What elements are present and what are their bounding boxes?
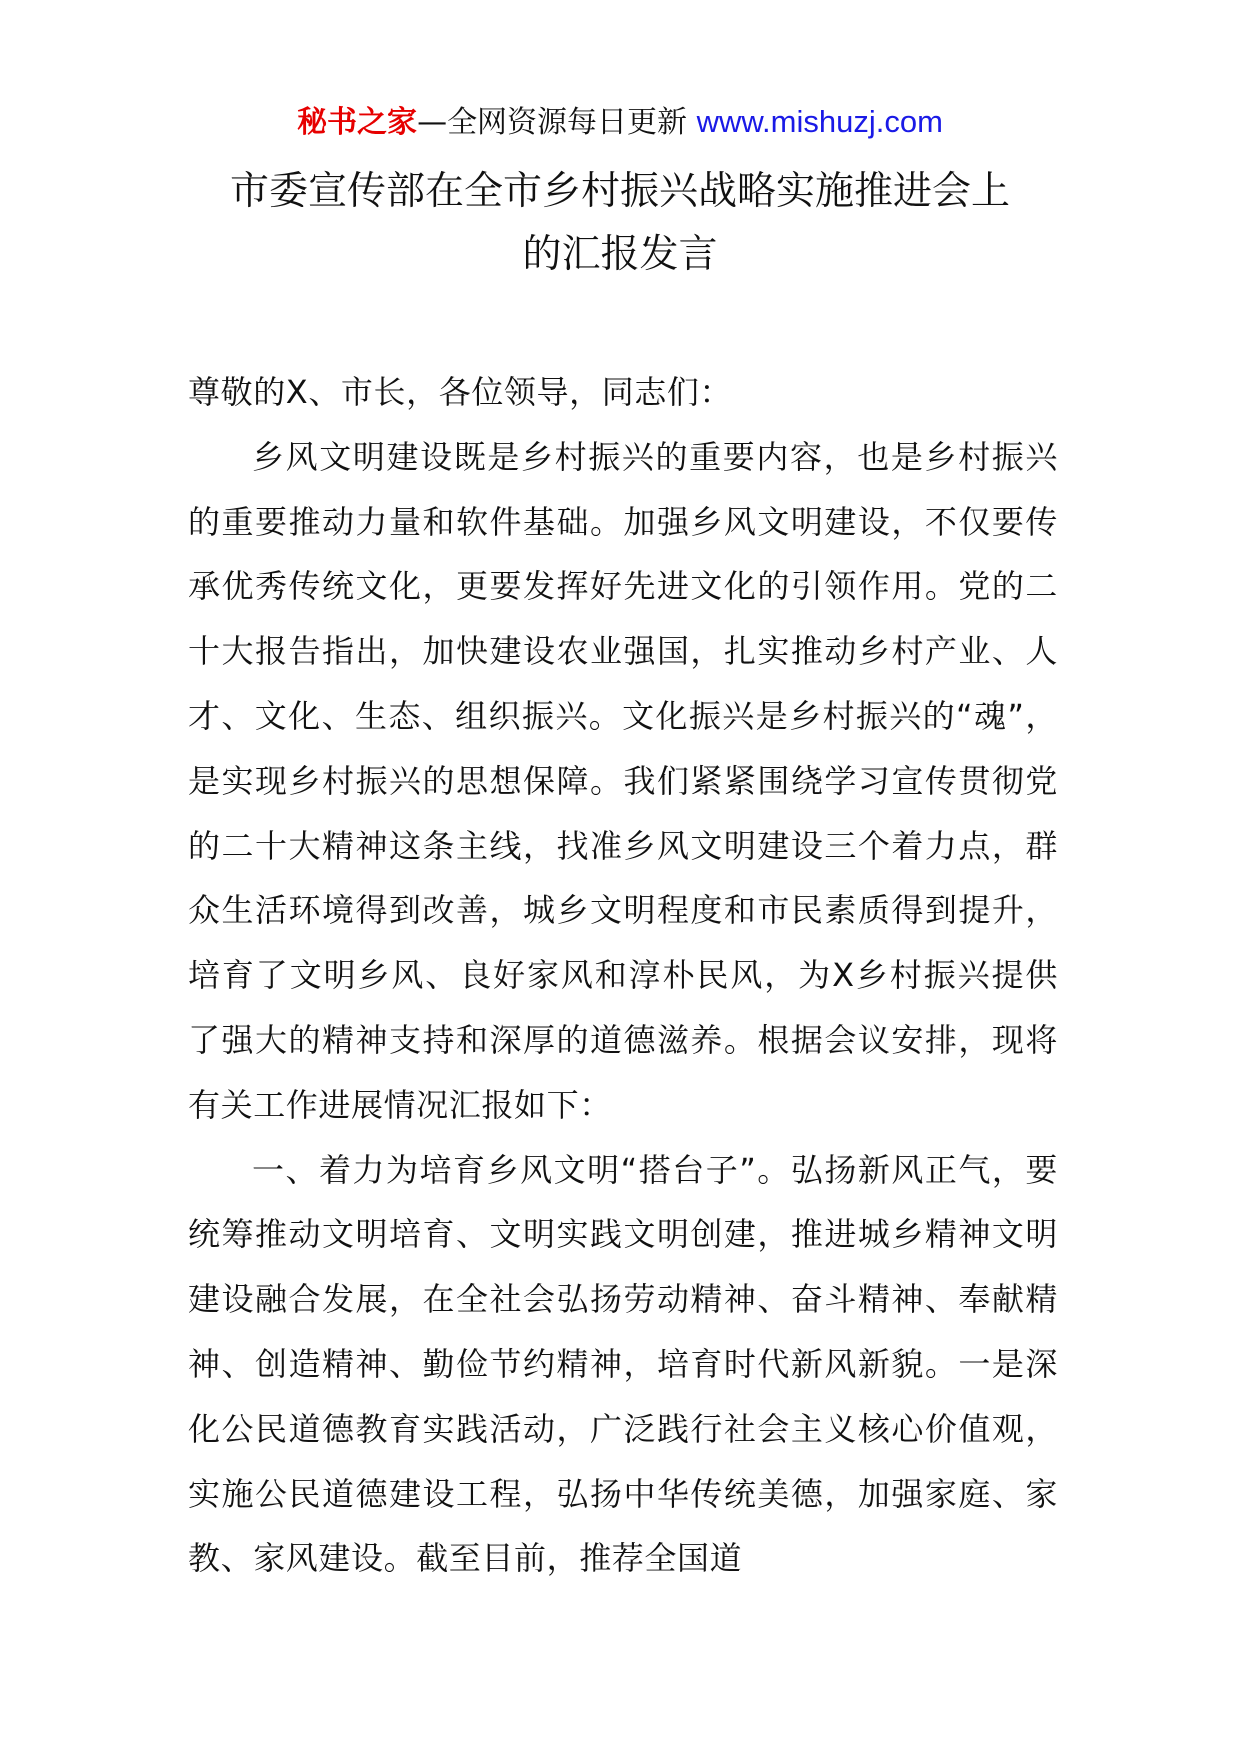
title-line-2: 的汇报发言 [522,232,718,277]
document-body [188,360,1058,1591]
paragraph-section-1: 一、着力为培育乡风文明“搭台子”。弘扬新风正气，要统筹推动文明培育、文明实践文明创建，推进城乡精神文明建设融合发展，在全社会弘扬劳动精神、奋斗精神、奉献精神、创造精神、勤俭节约精神，培育时代新风新貌。一是深化公民道德教育实践活动，广泛践行社会主义核心价值观，实施公民道德建设工程，弘扬中华传统美德，加强家庭、家教、家风建设。截至目前，推荐全国道 [188,1150,1058,1578]
document-title [140,160,1100,286]
site-header [0,100,1240,145]
title-line-1: 市委宣传部在全市乡村振兴战略实施推进会上 [229,169,1010,214]
paragraph-intro: 乡风文明建设既是乡村振兴的重要内容，也是乡村振兴的重要推动力量和软件基础。加强乡风文明建设，不仅要传承优秀传统文化，更要发挥好先进文化的引领作用。党的二十大报告指出，加快建设农业强国，扎实推动乡村产业、人才、文化、生态、组织振兴。文化振兴是乡村振兴的“魂”，是实现乡村振兴的思想保障。我们紧紧围绕学习宣传贯彻党的二十大精神这条主线，找准乡风文明建设三个着力点，群众生活环境得到改善，城乡文明程度和市民素质得到提升，培育了文明乡风、良好家风和淳朴民风，为X乡村振兴提供了强大的精神支持和深厚的道德滋养。根据会议安排，现将有关工作进展情况汇报如下： [188,437,1058,1124]
salutation: 尊敬的X、市长，各位领导，同志们： [188,373,733,411]
site-url[interactable]: www.mishuzj.com [696,104,943,139]
brand-name: 秘书之家 [297,105,418,140]
header-slogan: —全网资源每日更新 [417,105,697,140]
